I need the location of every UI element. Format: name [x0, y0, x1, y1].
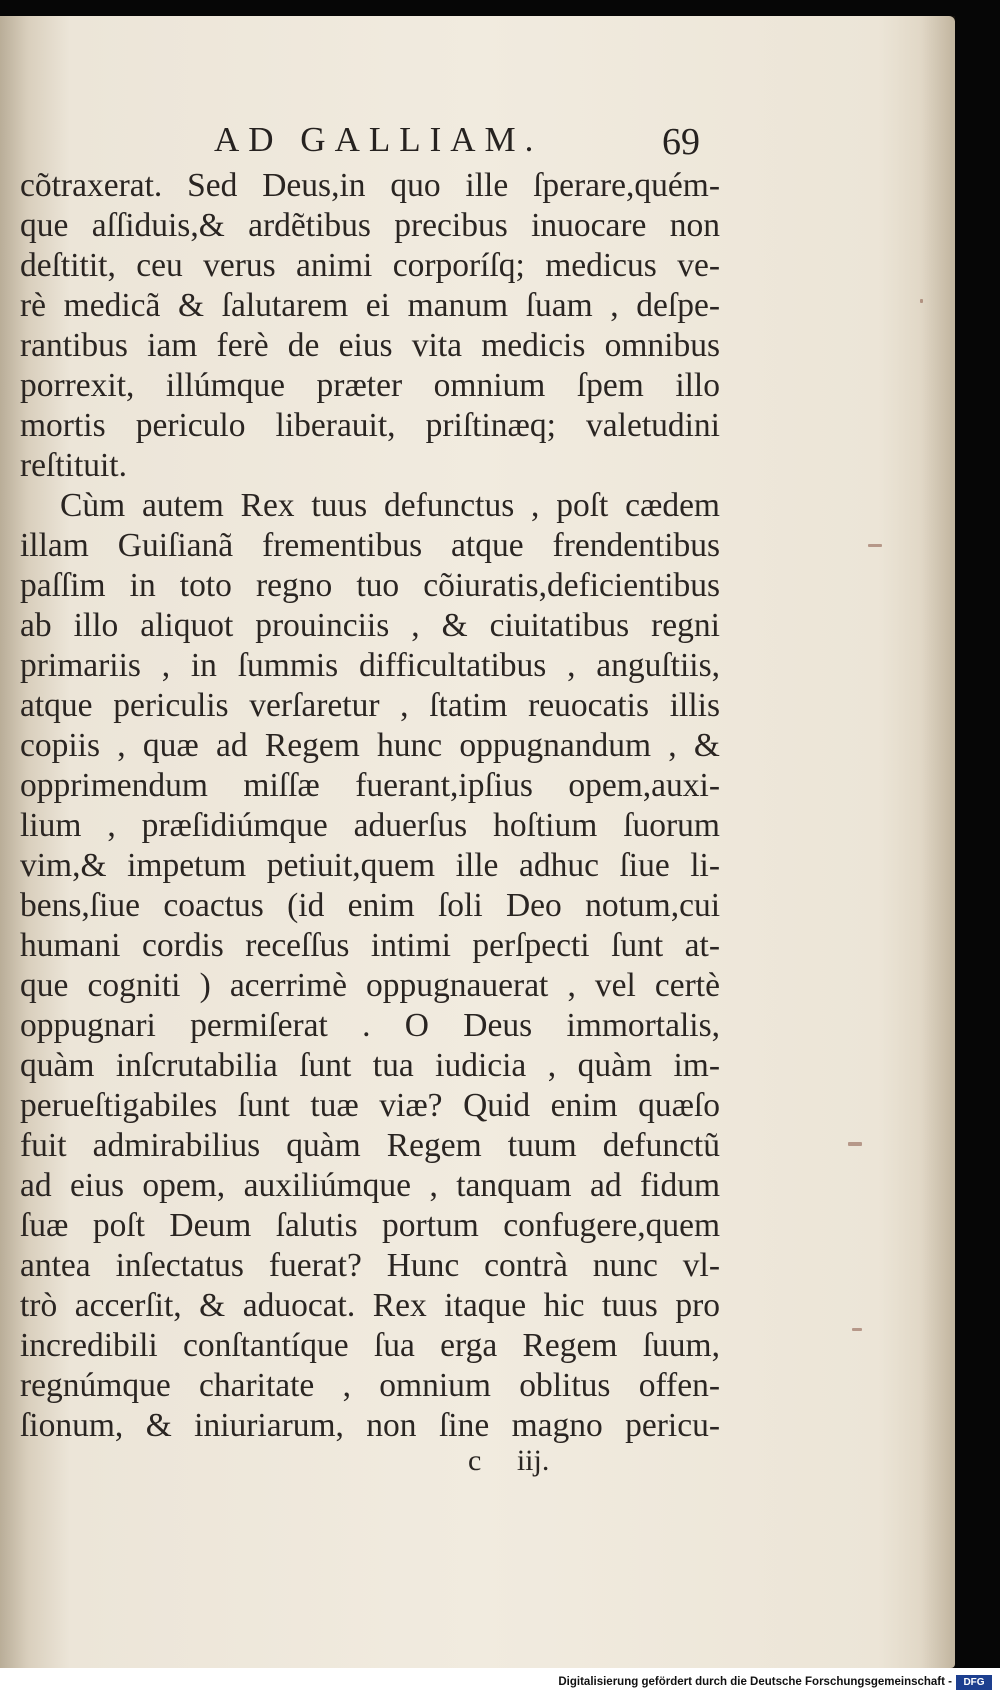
text-line: rantibus iam ferè de eius vita medicis omnibus: [20, 327, 720, 364]
text-line: deſtitit, ceu verus animi corporíſq; medicus ve-: [20, 247, 720, 284]
book-page: [0, 16, 955, 1668]
text-line: ſionum, & iniuriarum, non ſine magno pericu-: [20, 1407, 720, 1444]
text-line: trò accerſit, & aduocat. Rex itaque hic tuus pro: [20, 1287, 720, 1324]
page-number: 69: [662, 121, 700, 163]
text-line: atque periculis verſaretur , ſtatim reuocatis illis: [20, 687, 720, 724]
running-head: [214, 120, 700, 166]
text-line: copiis , quæ ad Regem hunc oppugnandum , &: [20, 727, 720, 764]
text-line: ſuæ poſt Deum ſalutis portum confugere,quem: [20, 1207, 720, 1244]
text-line: bens,ſiue coactus (id enim ſoli Deo notum,cui: [20, 887, 720, 924]
text-line: regnúmque charitate , omnium oblitus offen-: [20, 1367, 720, 1404]
text-line: Cùm autem Rex tuus defunctus , poſt cædem: [60, 487, 720, 524]
text-line: illam Guiſianã frementibus atque frendentibus: [20, 527, 720, 564]
text-line: opprimendum miſſæ fuerant,ipſius opem,auxi-: [20, 767, 720, 804]
text-line: fuit admirabilius quàm Regem tuum defunctũ: [20, 1127, 720, 1164]
text-line: incredibili conſtantíque ſua erga Regem ſuum,: [20, 1327, 720, 1364]
text-line: ab illo aliquot prouinciis , & ciuitatibus regni: [20, 607, 720, 644]
paper-speck: [920, 299, 923, 303]
paper-speck: [868, 544, 882, 547]
body-text: [20, 166, 720, 1446]
text-line: que aſſiduis,& ardẽtibus precibus inuocare non: [20, 207, 720, 244]
signature-mark: c iij.: [468, 1444, 550, 1477]
paper-speck: [852, 1328, 862, 1331]
text-line: reſtituit.: [20, 447, 127, 484]
text-line: rè medicã & ſalutarem ei manum ſuam , deſpe-: [20, 287, 720, 324]
text-line: perueſtigabiles ſunt tuæ viæ? Quid enim quæſo: [20, 1087, 720, 1124]
text-line: oppugnari permiſerat . O Deus immortalis,: [20, 1007, 720, 1044]
text-line: que cogniti ) acerrimè oppugnauerat , vel certè: [20, 967, 720, 1004]
footer-credit: Digitalisierung gefördert durch die Deutsche Forschungsgemeinschaft -: [558, 1676, 952, 1688]
text-line: humani cordis receſſus intimi perſpecti ſunt at-: [20, 927, 720, 964]
footer-bar: [0, 1668, 1000, 1698]
text-line: cõtraxerat. Sed Deus,in quo ille ſperare,quém-: [20, 167, 720, 204]
text-line: lium , præſidiúmque aduerſus hoſtium ſuorum: [20, 807, 720, 844]
text-line: paſſim in toto regno tuo cõiuratis,deficientibus: [20, 567, 720, 604]
text-line: porrexit, illúmque præter omnium ſpem illo: [20, 367, 720, 404]
dfg-logo: DFG: [956, 1675, 992, 1690]
running-head-title: AD GALLIAM.: [214, 120, 543, 159]
text-line: antea inſectatus fuerat? Hunc contrà nunc vl-: [20, 1247, 720, 1284]
text-line: vim,& impetum petiuit,quem ille adhuc ſiue li-: [20, 847, 720, 884]
text-line: quàm inſcrutabilia ſunt tua iudicia , quàm im-: [20, 1047, 720, 1084]
text-line: mortis periculo liberauit, priſtinæq; valetudini: [20, 407, 720, 444]
paper-speck: [848, 1142, 862, 1146]
text-line: ad eius opem, auxiliúmque , tanquam ad fidum: [20, 1167, 720, 1204]
text-line: primariis , in ſummis difficultatibus , anguſtiis,: [20, 647, 720, 684]
